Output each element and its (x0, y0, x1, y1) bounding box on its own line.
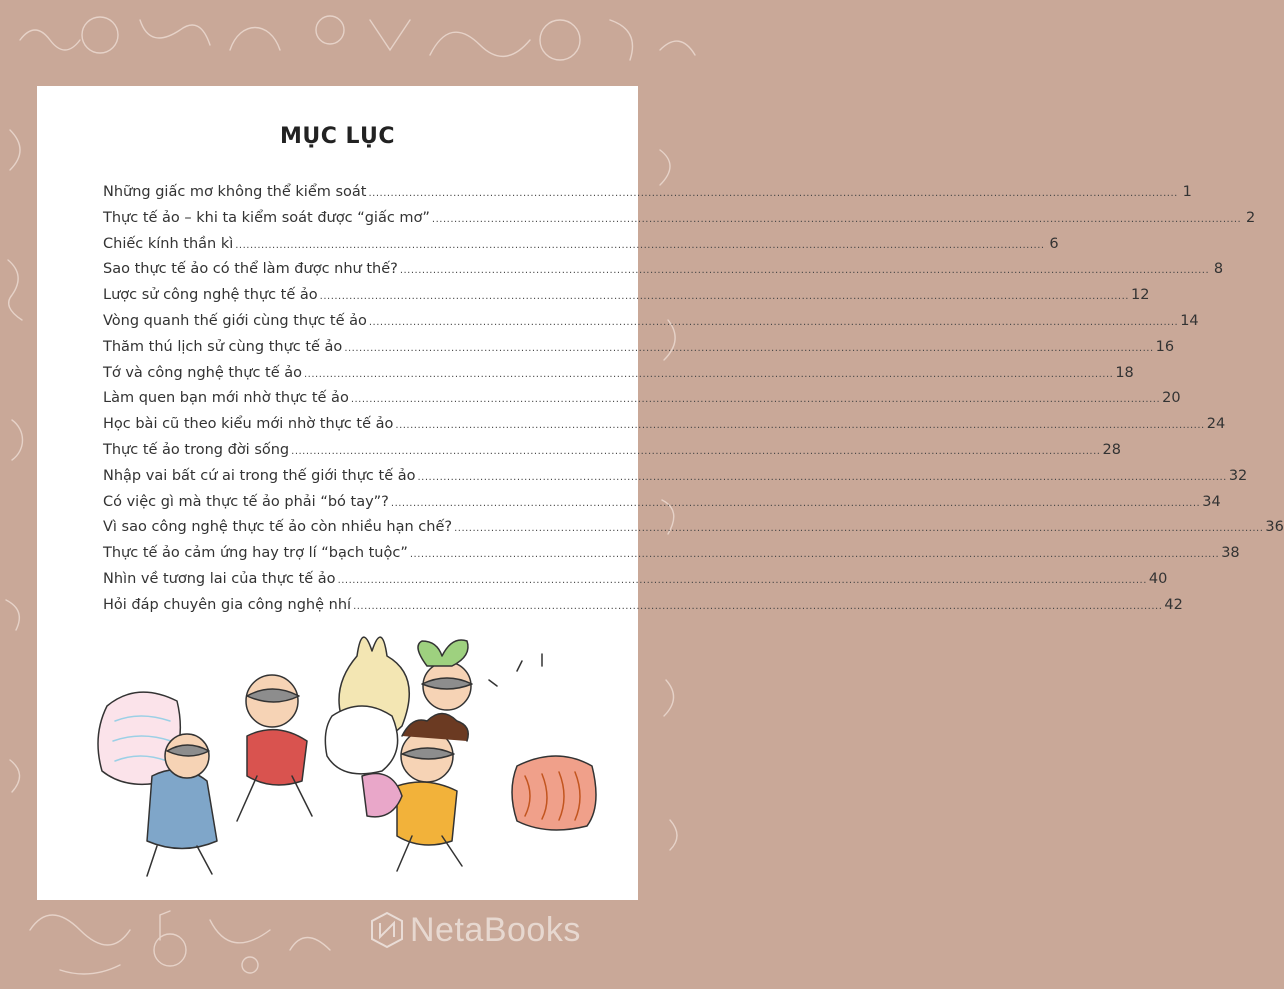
toc-entry (103, 338, 1175, 365)
toc-entry-title: Lược sử công nghệ thực tế ảo (103, 287, 318, 304)
toc-entry (103, 184, 1192, 210)
toc-entry-title: Có việc gì mà thực tế ảo phải “bó tay”? (103, 493, 389, 510)
toc-leader-dots: ............................................................................................................................................................................................................................ (235, 239, 1045, 251)
toc-entry-page: 16 (1155, 338, 1175, 355)
toc-entry-title: Học bài cũ theo kiểu mới nhờ thực tế ảo (103, 416, 394, 433)
toc-entry-page: 20 (1162, 390, 1181, 407)
toc-leader-dots: ............................................................................................................................................................................................................................ (390, 497, 1201, 509)
page-title: MỤC LỤC (279, 124, 396, 149)
toc-entry-title: Tớ và công nghệ thực tế ảo (103, 364, 302, 381)
netabooks-logo-icon (370, 911, 404, 949)
toc-entry-page: 1 (1182, 184, 1192, 200)
toc-entry-title: Những giấc mơ không thể kiểm soát (103, 184, 367, 200)
toc-entry-page: 34 (1202, 493, 1221, 510)
toc-entry (103, 261, 1224, 287)
toc-entry-page: 12 (1130, 287, 1150, 304)
watermark-text: NetaBooks (410, 910, 581, 949)
toc-entry-title: Nhìn về tương lai của thực tế ảo (103, 570, 336, 587)
toc-entry-title: Vòng quanh thế giới cùng thực tế ảo (103, 312, 367, 329)
toc-leader-dots: ............................................................................................................................................................................................................................ (291, 445, 1101, 457)
toc-entry-page: 6 (1049, 235, 1059, 252)
toc-entry-page: 8 (1213, 261, 1224, 278)
toc-entry-page: 24 (1206, 416, 1226, 433)
toc-leader-dots: ............................................................................................................................................................................................................................ (395, 420, 1205, 432)
toc-entry-page: 18 (1115, 364, 1134, 381)
kids-pillow-fight-illustration (97, 626, 597, 886)
toc-entry-title: Vì sao công nghệ thực tế ảo còn nhiều hạn chế? (103, 519, 453, 536)
toc-entry-page: 14 (1180, 312, 1199, 329)
toc-entry (103, 209, 1256, 236)
netabooks-watermark (370, 905, 581, 955)
toc-leader-dots: ............................................................................................................................................................................................................................ (431, 213, 1242, 225)
toc-leader-dots: ............................................................................................................................................................................................................................ (368, 188, 1178, 199)
toc-entry-title: Chiếc kính thần kì (103, 235, 234, 252)
toc-leader-dots: ............................................................................................................................................................................................................................ (353, 600, 1163, 612)
toc-entry (103, 467, 1248, 494)
toc-entry (103, 416, 1226, 442)
toc-leader-dots: ............................................................................................................................................................................................................................ (344, 342, 1154, 354)
toc-entry-title: Nhập vai bất cứ ai trong thế giới thực tế ảo (103, 467, 416, 484)
toc-leader-dots: ............................................................................................................................................................................................................................ (454, 523, 1264, 535)
toc-entry (103, 441, 1121, 468)
toc-entry-title: Thực tế ảo – khi ta kiểm soát được “giấc mơ” (103, 209, 430, 226)
toc-entry-page: 42 (1164, 596, 1183, 613)
toc-leader-dots: ............................................................................................................................................................................................................................ (409, 549, 1220, 561)
toc-entry (103, 312, 1199, 339)
toc-entry (103, 493, 1221, 520)
toc-entry (103, 596, 1183, 623)
toc-leader-dots: ............................................................................................................................................................................................................................ (399, 265, 1210, 277)
toc-entry-title: Thực tế ảo cảm ứng hay trợ lí “bạch tuộc” (103, 545, 408, 562)
toc-entry-title: Thăm thú lịch sử cùng thực tế ảo (103, 338, 343, 355)
toc-entry-title: Làm quen bạn mới nhờ thực tế ảo (103, 390, 349, 407)
toc-entry-page: 32 (1228, 467, 1248, 484)
toc-entry-title: Thực tế ảo trong đời sống (103, 441, 290, 458)
toc-entry-page: 36 (1265, 519, 1284, 536)
toc-entry (103, 570, 1168, 597)
toc-leader-dots: ............................................................................................................................................................................................................................ (417, 471, 1227, 483)
toc-leader-dots: ............................................................................................................................................................................................................................ (304, 368, 1114, 380)
toc-entry (103, 235, 1059, 262)
toc-entry-title: Sao thực tế ảo có thể làm được như thế? (103, 261, 398, 278)
toc-entry (103, 287, 1150, 313)
toc-entry (103, 390, 1181, 416)
toc-entry-title: Hỏi đáp chuyên gia công nghệ nhí (103, 596, 352, 613)
toc-entry (103, 545, 1240, 571)
toc-entry (103, 364, 1134, 391)
toc-leader-dots: ............................................................................................................................................................................................................................ (319, 291, 1129, 303)
toc-entry-page: 2 (1246, 209, 1256, 226)
toc-page (37, 86, 1284, 900)
toc-entry (103, 519, 1284, 545)
toc-entry-page: 38 (1221, 545, 1240, 562)
toc-leader-dots: ............................................................................................................................................................................................................................ (337, 574, 1147, 586)
toc-leader-dots: ............................................................................................................................................................................................................................ (368, 316, 1179, 328)
toc-list (103, 184, 1284, 623)
toc-entry-page: 28 (1102, 441, 1121, 458)
toc-leader-dots: ............................................................................................................................................................................................................................ (350, 394, 1161, 406)
toc-entry-page: 40 (1148, 570, 1168, 587)
